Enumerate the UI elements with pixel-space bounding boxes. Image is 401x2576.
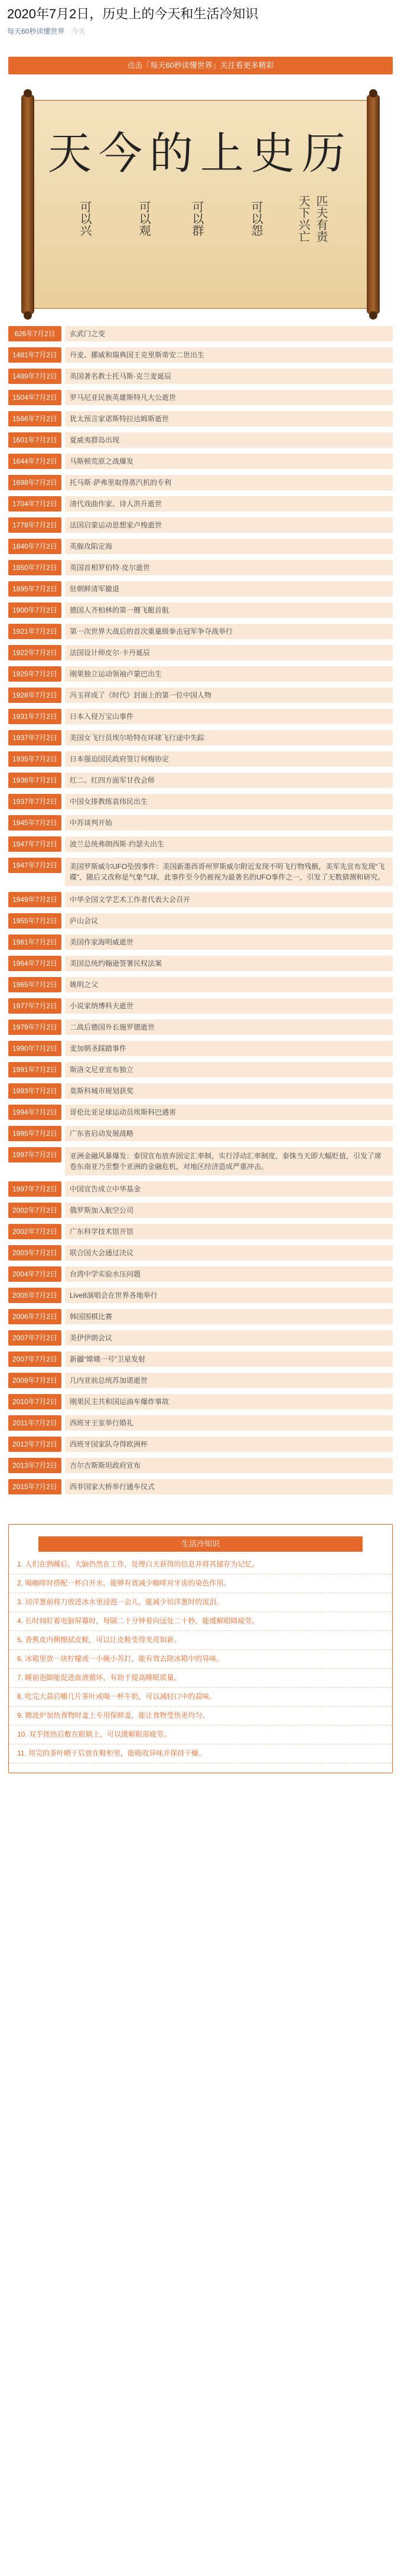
tips-list — [9, 1555, 392, 1763]
event-row — [8, 730, 393, 745]
event-text: 二战后德国外长施罗德逝世 — [65, 1020, 393, 1035]
event-text: 几内亚前总统苏加诺逝世 — [65, 1373, 393, 1388]
event-date: 2012年7月2日 — [8, 1437, 61, 1452]
svg-text:匹夫有责: 匹夫有责 — [314, 195, 328, 242]
event-text: 法国启蒙运动思想家卢梭逝世 — [65, 517, 393, 533]
scroll-rod-left — [21, 95, 34, 314]
event-row — [8, 1288, 393, 1303]
tip-item: 3. 切洋葱前将刀放进冰水里浸泡一会儿，能减少切洋葱时的流泪。 — [9, 1593, 392, 1612]
event-text: 法国设计师皮尔·卡丹诞辰 — [65, 645, 393, 660]
event-row — [8, 1147, 393, 1175]
tip-item: 5. 香蕉皮内侧擦拭皮鞋，可以让皮鞋变得光亮如新。 — [9, 1631, 392, 1650]
event-text: 麦加朝圣踩踏事件 — [65, 1041, 393, 1056]
event-row — [8, 688, 393, 703]
tips-section — [8, 1524, 393, 1773]
article-meta — [7, 26, 394, 37]
event-date: 1965年7月2日 — [8, 977, 61, 992]
event-text: 姚明之父 — [65, 977, 393, 992]
event-row — [8, 539, 393, 554]
tip-item: 8. 吃完大蒜后嚼几片茶叶或喝一杯牛奶，可以减轻口中的蒜味。 — [9, 1688, 392, 1707]
event-text: 台湾中学实验水压问题 — [65, 1266, 393, 1282]
tip-item: 6. 冰箱里放一块柠檬或一小碗小苏打，能有效去除冰箱中的异味。 — [9, 1650, 392, 1669]
event-text: 广东省启动发展战略 — [65, 1126, 393, 1141]
event-row — [8, 411, 393, 426]
event-row — [8, 858, 393, 886]
event-date: 2006年7月2日 — [8, 1309, 61, 1324]
event-date: 1936年7月2日 — [8, 773, 61, 788]
event-text: 中华全国文学艺术工作者代表大会召开 — [65, 892, 393, 907]
event-text: 西班牙王室举行婚礼 — [65, 1415, 393, 1431]
event-row — [8, 998, 393, 1014]
event-row — [8, 1224, 393, 1239]
event-date: 2002年7月2日 — [8, 1224, 61, 1239]
event-text: 夏威夷群岛出现 — [65, 432, 393, 448]
event-text: 西非国家大桥举行通车仪式 — [65, 1479, 393, 1494]
event-date: 1995年7月2日 — [8, 1126, 61, 1141]
event-date: 1504年7月2日 — [8, 390, 61, 405]
event-text: Live8演唱会在世界各地举行 — [65, 1288, 393, 1303]
event-text: 刚果独立运动领袖卢蒙巴出生 — [65, 666, 393, 682]
tips-title: 生活冷知识 — [38, 1536, 363, 1552]
event-date: 1925年7月2日 — [8, 666, 61, 682]
event-date: 1840年7月2日 — [8, 539, 61, 554]
event-date: 2007年7月2日 — [8, 1351, 61, 1367]
tip-item: 11. 用完的茶叶晒干后放在鞋柜里，能吸收异味并保持干燥。 — [9, 1744, 392, 1763]
event-text: 莫斯科城市规划获奖 — [65, 1083, 393, 1099]
scroll-heading: 天今的上史历 — [48, 128, 353, 179]
event-row — [8, 645, 393, 660]
event-text: 波兰总统弗朗西斯·约瑟夫出生 — [65, 836, 393, 852]
event-date: 1955年7月2日 — [8, 913, 61, 929]
event-row — [8, 1351, 393, 1367]
event-text: 联合国大会通过决议 — [65, 1245, 393, 1261]
event-row — [8, 603, 393, 618]
event-date: 2015年7月2日 — [8, 1479, 61, 1494]
event-row — [8, 1266, 393, 1282]
event-date: 1991年7月2日 — [8, 1062, 61, 1077]
event-text: 美国作家海明威逝世 — [65, 934, 393, 950]
event-row — [8, 517, 393, 533]
event-row — [8, 1479, 393, 1494]
event-date: 1947年7月2日 — [8, 858, 61, 873]
event-date: 2010年7月2日 — [8, 1394, 61, 1409]
event-date: 2004年7月2日 — [8, 1266, 61, 1282]
event-date: 1704年7月2日 — [8, 496, 61, 512]
event-row — [8, 934, 393, 950]
event-date: 2007年7月2日 — [8, 1330, 61, 1346]
svg-text:可以兴: 可以兴 — [78, 201, 92, 236]
event-row — [8, 581, 393, 597]
event-text: 亚洲金融风暴爆发：泰国宣布放弃固定汇率制，实行浮动汇率制度，泰铢当天即大幅贬值，引发了席卷东南亚乃至整个亚洲的金融危机，对地区经济造成严重冲击。 — [65, 1147, 393, 1175]
event-text: 中国女排教练袁伟民出生 — [65, 794, 393, 809]
event-date: 1935年7月2日 — [8, 751, 61, 767]
event-text: 美国总统约翰逊签署民权法案 — [65, 956, 393, 971]
event-row — [8, 751, 393, 767]
event-date: 1850年7月2日 — [8, 560, 61, 575]
event-text: 中苏谈判开始 — [65, 815, 393, 831]
event-row — [8, 773, 393, 788]
event-row — [8, 1181, 393, 1197]
event-date: 1997年7月2日 — [8, 1181, 61, 1197]
event-row — [8, 1458, 393, 1473]
follow-banner[interactable]: 点击「每天60秒读懂世界」关注看更多精彩 — [8, 57, 393, 74]
event-date: 626年7月2日 — [8, 326, 61, 341]
event-text: 红二、红四方面军甘孜会师 — [65, 773, 393, 788]
event-date: 1961年7月2日 — [8, 934, 61, 950]
event-text: 日本入侵万宝山事件 — [65, 709, 393, 724]
tip-item: 1. 人们在熟睡后，大脑仍然在工作，处理白天获得的信息并将其储存为记忆。 — [9, 1555, 392, 1574]
event-text: 新疆“嫦娥一号”卫星发射 — [65, 1351, 393, 1367]
event-date: 1644年7月2日 — [8, 454, 61, 469]
event-text: 美国女飞行员埃尔哈特在环球飞行途中失踪 — [65, 730, 393, 745]
event-date: 1979年7月2日 — [8, 1020, 61, 1035]
event-date: 2005年7月2日 — [8, 1288, 61, 1303]
event-row — [8, 1083, 393, 1099]
event-text: 英国首相罗伯特·皮尔逝世 — [65, 560, 393, 575]
event-date: 1964年7月2日 — [8, 956, 61, 971]
event-date: 2011年7月2日 — [8, 1415, 61, 1431]
event-text: 庐山会议 — [65, 913, 393, 929]
event-date: 1566年7月2日 — [8, 411, 61, 426]
event-text: 英国著名教士托马斯·克兰麦诞辰 — [65, 369, 393, 384]
event-text: 哥伦比亚足球运动员埃斯科巴遇害 — [65, 1105, 393, 1120]
event-text: 中国宣告成立中华基金 — [65, 1181, 393, 1197]
event-text: 犹太预言家诺斯特拉达姆斯逝世 — [65, 411, 393, 426]
event-text: 刚果民主共和国运油车爆炸事故 — [65, 1394, 393, 1409]
event-row — [8, 326, 393, 341]
event-text: 小说家纳博科夫逝世 — [65, 998, 393, 1014]
tip-item: 7. 睡前泡脚能促进血液循环，有助于提高睡眠质量。 — [9, 1669, 392, 1688]
event-text: 清代戏曲作家、诗人洪升逝世 — [65, 496, 393, 512]
event-row — [8, 892, 393, 907]
event-row — [8, 1309, 393, 1324]
event-row — [8, 1062, 393, 1077]
event-row — [8, 709, 393, 724]
event-date: 1945年7月2日 — [8, 815, 61, 831]
svg-text:天下兴亡: 天下兴亡 — [296, 195, 311, 242]
event-text: 韩国围棋比赛 — [65, 1309, 393, 1324]
event-row — [8, 1020, 393, 1035]
event-date: 1947年7月2日 — [8, 836, 61, 852]
event-row — [8, 560, 393, 575]
scroll-image — [8, 89, 393, 320]
event-date: 1931年7月2日 — [8, 709, 61, 724]
event-date: 1698年7月2日 — [8, 475, 61, 490]
event-row — [8, 836, 393, 852]
event-text: 第一次世界大战后的首次重量级拳击冠军争夺战举行 — [65, 624, 393, 639]
event-text: 丹麦、挪威和瑞典国王克里斯蒂安二世出生 — [65, 347, 393, 363]
event-text: 美国罗斯威尔UFO坠毁事件：美国新墨西哥州罗斯威尔附近发现不明飞行物残骸，美军先宣布发现“飞碟”，随后又改称是气象气球，此事件至今仍被视为最著名的UFO事件之一，引发了无数猜测和研究。 — [65, 858, 393, 886]
event-text: 广东科学技术馆开馆 — [65, 1224, 393, 1239]
event-row — [8, 347, 393, 363]
event-row — [8, 1041, 393, 1056]
tip-item: 4. 长时间盯着电脑屏幕时，每隔二十分钟看向远处二十秒，能缓解眼睛疲劳。 — [9, 1612, 392, 1631]
event-row — [8, 1437, 393, 1452]
event-date: 1921年7月2日 — [8, 624, 61, 639]
event-row — [8, 432, 393, 448]
event-row — [8, 1203, 393, 1218]
article-header — [0, 0, 401, 37]
article-title: 2020年7月2日，历史上的今天和生活冷知识 — [7, 6, 259, 21]
event-date: 1489年7月2日 — [8, 369, 61, 384]
event-date: 1949年7月2日 — [8, 892, 61, 907]
event-text: 吉尔吉斯斯坦政府宣布 — [65, 1458, 393, 1473]
event-text: 托马斯·萨弗里取得蒸汽机的专利 — [65, 475, 393, 490]
event-row — [8, 794, 393, 809]
event-date: 1994年7月2日 — [8, 1105, 61, 1120]
tip-item: 9. 微波炉加热食物时盖上专用保鲜盖，能让食物受热更均匀。 — [9, 1707, 392, 1725]
event-row — [8, 1105, 393, 1120]
svg-text:可以怨: 可以怨 — [249, 201, 263, 236]
event-date: 1922年7月2日 — [8, 645, 61, 660]
event-row — [8, 390, 393, 405]
event-row — [8, 1245, 393, 1261]
event-row — [8, 666, 393, 682]
event-text: 马斯顿荒原之战爆发 — [65, 454, 393, 469]
event-text: 玄武门之变 — [65, 326, 393, 341]
tip-item: 10. 双手搓热后敷在眼睛上，可以缓解眼部疲劳。 — [9, 1725, 392, 1744]
event-date: 1977年7月2日 — [8, 998, 61, 1014]
svg-text:可以观: 可以观 — [137, 201, 151, 236]
event-date: 1928年7月2日 — [8, 688, 61, 703]
event-text: 德国人齐柏林的第一艘飞艇首航 — [65, 603, 393, 618]
event-date: 1778年7月2日 — [8, 517, 61, 533]
event-row — [8, 956, 393, 971]
tip-item: 2. 喝咖啡时搭配一杯白开水，能够有效减少咖啡对牙齿的染色作用。 — [9, 1574, 392, 1593]
account-link[interactable]: 每天60秒读懂世界 — [7, 27, 65, 35]
event-date: 2003年7月2日 — [8, 1245, 61, 1261]
event-text: 斯洛文尼亚宣布独立 — [65, 1062, 393, 1077]
event-text: 驻朝鲜清军撤退 — [65, 581, 393, 597]
event-date: 1990年7月2日 — [8, 1041, 61, 1056]
event-date: 1997年7月2日 — [8, 1147, 61, 1162]
event-text: 英舰攻陷定海 — [65, 539, 393, 554]
event-row — [8, 913, 393, 929]
event-date: 2002年7月2日 — [8, 1203, 61, 1218]
event-date: 1937年7月2日 — [8, 730, 61, 745]
event-date: 1895年7月2日 — [8, 581, 61, 597]
event-date: 2013年7月2日 — [8, 1458, 61, 1473]
event-row — [8, 977, 393, 992]
event-date: 1481年7月2日 — [8, 347, 61, 363]
scroll-rod-right — [367, 95, 380, 314]
event-row — [8, 496, 393, 512]
event-row — [8, 475, 393, 490]
event-row — [8, 1394, 393, 1409]
scroll-illustration — [8, 89, 393, 320]
event-date: 1900年7月2日 — [8, 603, 61, 618]
event-text: 日本强迫国民政府签订何梅协定 — [65, 751, 393, 767]
events-list — [8, 326, 393, 1494]
publish-date: 今天 — [71, 27, 86, 35]
event-row — [8, 1330, 393, 1346]
event-text: 冯玉祥成了《时代》封面上的第一位中国人物 — [65, 688, 393, 703]
event-date: 1993年7月2日 — [8, 1083, 61, 1099]
event-date: 1601年7月2日 — [8, 432, 61, 448]
event-date: 1937年7月2日 — [8, 794, 61, 809]
event-text: 俄罗斯加入航空公司 — [65, 1203, 393, 1218]
svg-text:可以群: 可以群 — [190, 201, 204, 236]
event-text: 美伊伊朗会议 — [65, 1330, 393, 1346]
event-row — [8, 1126, 393, 1141]
event-row — [8, 1415, 393, 1431]
event-row — [8, 369, 393, 384]
event-row — [8, 454, 393, 469]
event-text: 罗马尼亚民族英雄斯特凡大公逝世 — [65, 390, 393, 405]
event-text: 西班牙国家队夺得欧洲杯 — [65, 1437, 393, 1452]
event-row — [8, 1373, 393, 1388]
event-row — [8, 624, 393, 639]
event-row — [8, 815, 393, 831]
event-date: 2009年7月2日 — [8, 1373, 61, 1388]
